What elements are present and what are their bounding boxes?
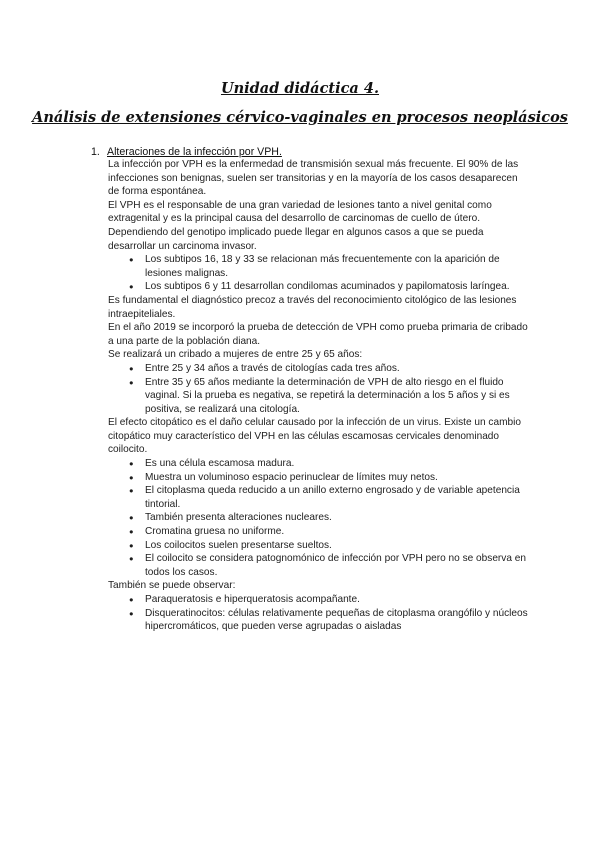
- list-item: ● Muestra un voluminoso espacio perinuclear de límites muy netos.: [108, 471, 528, 485]
- paragraph: El efecto citopático es el daño celular causado por la infección de un virus. Existe un cambio citopático muy característico del VPH en las células escamosas cervicales denominado coilocito.: [108, 417, 521, 456]
- paragraph: En el año 2019 se incorporó la prueba de detección de VPH como prueba primaria de cribado a una parte de la población diana.: [108, 322, 528, 347]
- list-item: ● Disqueratinocitos: células relativamente pequeñas de citoplasma orangófilo y núcleos hipercromáticos, que pueden verse agrupadas o aisladas: [108, 607, 528, 634]
- list-item: ● El coilocito se considera patognomónico de infección por VPH pero no se observa en todos los casos.: [108, 552, 528, 579]
- list-item: ● Los subtipos 16, 18 y 33 se relacionan más frecuentemente con la aparición de lesiones malignas.: [108, 253, 528, 280]
- paragraph: Dependiendo del genotipo implicado puede llegar en algunos casos a que se pueda desarrollar un carcinoma invasor.: [108, 226, 484, 252]
- section-heading: [91, 146, 282, 158]
- list-item: ● Entre 35 y 65 años mediante la determinación de VPH de alto riesgo en el fluido vaginal. Si la prueba es negativa, se repetirá la determinación a los 5 años y si es positiva, se realizará una citología.: [108, 376, 528, 417]
- list-item: ● Entre 25 y 34 años a través de citologías cada tres años.: [108, 362, 528, 376]
- list-item: ● Paraqueratosis e hiperqueratosis acompañante.: [108, 593, 528, 607]
- document-title: Unidad didáctica 4.: [220, 80, 380, 97]
- section-number: 1.: [91, 146, 100, 158]
- list-item: ● Los coilocitos suelen presentarse sueltos.: [108, 539, 528, 553]
- paragraph: Es fundamental el diagnóstico precoz a través del reconocimiento citológico de las lesiones intraepiteliales.: [108, 294, 517, 320]
- paragraph: El VPH es el responsable de una gran variedad de lesiones tanto a nivel genital como extragenital y es la principal causa del desarrollo de carcinomas de cuello de útero.: [108, 199, 492, 225]
- bullet-list-subtypes: [108, 253, 528, 294]
- list-item: ● Es una célula escamosa madura.: [108, 457, 528, 471]
- document-subtitle: Análisis de extensiones cérvico-vaginales en procesos neoplásicos: [32, 109, 568, 126]
- bullet-list-screening: [108, 362, 528, 416]
- paragraph: Se realizará un cribado a mujeres de entre 25 y 65 años:: [108, 349, 363, 361]
- section-body: [108, 158, 528, 634]
- list-item: ● El citoplasma queda reducido a un anillo externo engrosado y de variable apetencia tintorial.: [108, 484, 528, 511]
- section-heading-text: Alteraciones de la infección por VPH.: [107, 146, 282, 158]
- paragraph: La infección por VPH es la enfermedad de transmisión sexual más frecuente. El 90% de las infecciones son benignas, suelen ser transitorias y en la mayoría de los casos desaparecen de forma espontánea.: [108, 159, 519, 198]
- list-item: ● Los subtipos 6 y 11 desarrollan condilomas acuminados y papilomatosis laríngea.: [108, 280, 528, 294]
- list-item: ● También presenta alteraciones nucleares.: [108, 511, 528, 525]
- bullet-list-other-findings: [108, 593, 528, 634]
- list-item: ● Cromatina gruesa no uniforme.: [108, 525, 528, 539]
- paragraph: También se puede observar:: [108, 580, 236, 592]
- bullet-list-koilocyte: [108, 457, 528, 579]
